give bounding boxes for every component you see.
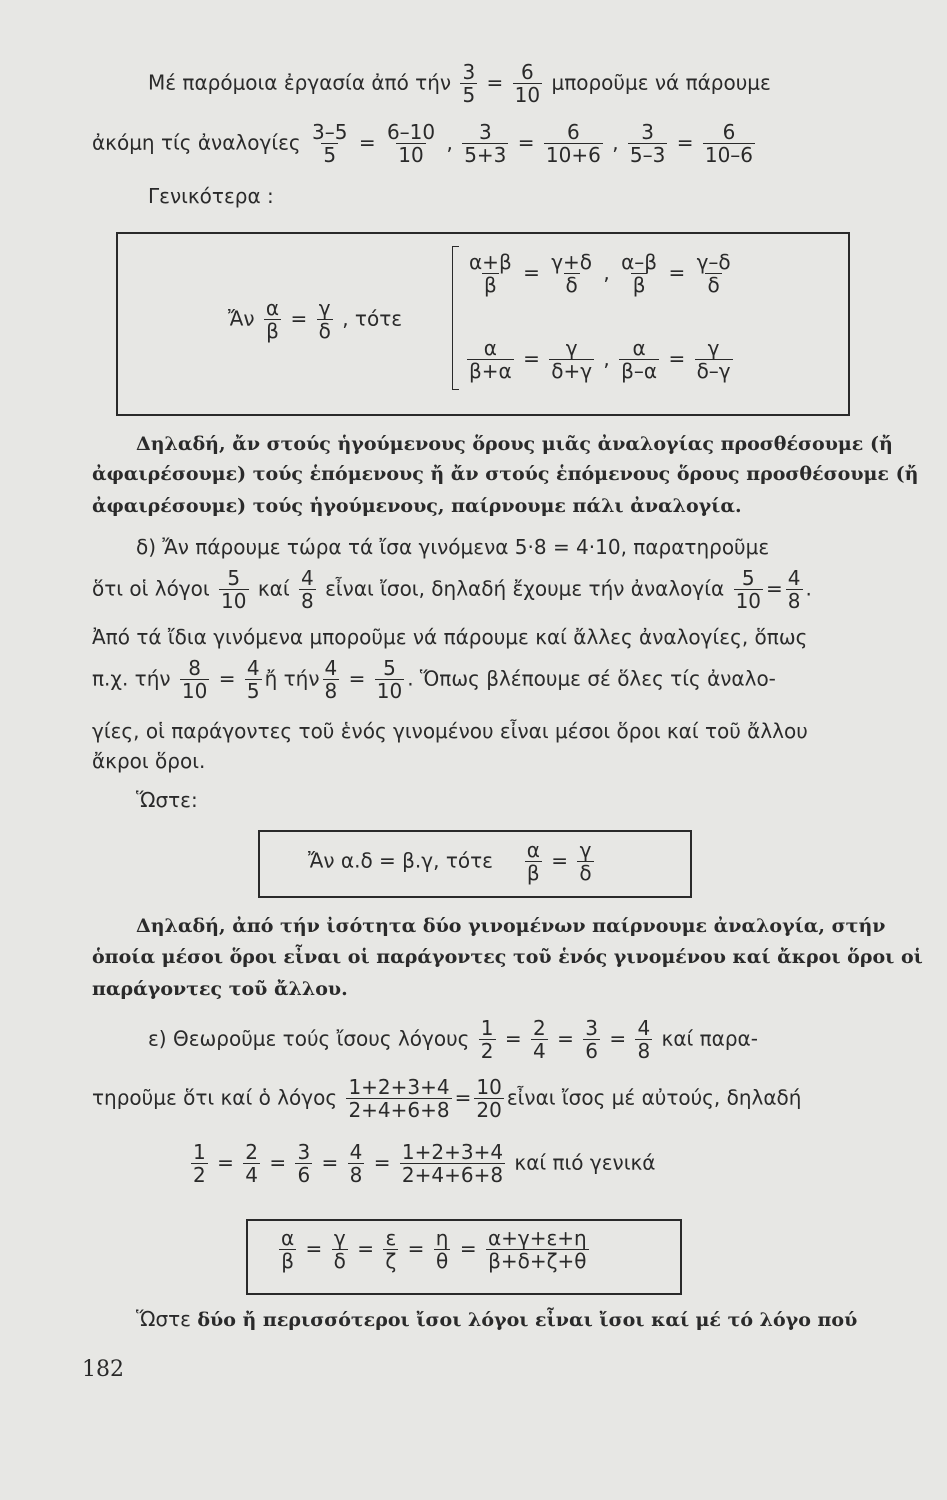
conclusion-1-line-3: ἀφαιρέσουμε) τούς ἡγούμενους, παίρνουμε πάλι ἀναλογία. bbox=[92, 495, 742, 517]
fraction: $\frac{6}{10+6}$ bbox=[545, 120, 601, 168]
section-d-line-5: γίες, οἱ παράγοντες τοῦ ἑνός γινομένου εἶναι μέσοι ὅροι καί τοῦ ἄλλου bbox=[92, 719, 808, 743]
rule-1-row-2: $\frac{\alpha}{\beta+\alpha}$ = $\frac{\gamma}{\delta+\gamma}$ , $\frac{\alpha}{\beta-\alpha}$ = $\frac{\gamma}{\delta-\gamma}$ bbox=[469, 336, 731, 384]
section-e-line-2: τηροῦμε ὅτι καί ὁ λόγος $\frac{1+2+3+4}{2+4+6+8}$ = $\frac{10}{20}$ εἶναι ἴσος μέ αὐτούς, δηλαδή bbox=[92, 1075, 802, 1123]
section-d-line-6: ἄκροι ὅροι. bbox=[92, 749, 206, 773]
fraction-3-5: $\frac{3}{5}$ bbox=[462, 60, 476, 108]
section-d-line-4: π.χ. τήν $\frac{8}{10}$ = $\frac{4}{5}$ ἤ τήν $\frac{4}{8}$ = $\frac{5}{10}$ . Ὅπως βλέπουμε σέ ὅλες τίς ἀναλο- bbox=[92, 656, 776, 704]
intro-line: Μέ παρόμοια ἐργασία ἀπό τήν $\frac{3}{5}$ = $\frac{6}{10}$ μποροῦμε νά πάρουμε bbox=[148, 60, 771, 108]
page-number: 182 bbox=[82, 1357, 124, 1382]
rule-1-row-1: $\frac{\alpha+\beta}{\beta}$ = $\frac{\gamma+\delta}{\delta}$ , $\frac{\alpha-\beta}{\beta}$ = $\frac{\gamma-\delta}{\delta}$ bbox=[469, 250, 731, 298]
conclusion-1-line-1: Δηλαδή, ἄν στούς ἡγούμενους ὅρους μιᾶς ἀναλογίας προσθέσουμε (ἤ bbox=[136, 433, 893, 455]
section-d-line-3: Ἀπό τά ἴδια γινόμενα μποροῦμε νά πάρουμε καί ἄλλες ἀναλογίες, ὅπως bbox=[92, 625, 808, 649]
rule-2: Ἄν α.δ = β.γ, τότε $\frac{\alpha}{\beta}$ = $\frac{\gamma}{\delta}$ bbox=[308, 838, 592, 886]
section-e-line-3: $\frac{1}{2}$ = $\frac{2}{4}$ = $\frac{3}{6}$ = $\frac{4}{8}$ = $\frac{1+2+3+4}{2+4+6+8}$ καί πιό γενικά bbox=[193, 1140, 656, 1188]
fraction-6-10: $\frac{6}{10}$ bbox=[514, 60, 541, 108]
section-d-line-2: ὅτι οἱ λόγοι $\frac{5}{10}$ καί $\frac{4}{8}$ εἶναι ἴσοι, δηλαδή ἔχουμε τήν ἀναλογία $\frac{5}{10}$ = $\frac{4}{8}$ . bbox=[92, 566, 812, 614]
fraction: $\frac{6}{10-6}$ bbox=[704, 120, 754, 168]
therefore-label: Ὥστε: bbox=[136, 788, 198, 812]
section-d-line-1: δ) Ἄν πάρουμε τώρα τά ἴσα γινόμενα 5·8 = 4·10, παρατηροῦμε bbox=[136, 535, 770, 559]
fraction: $\frac{3-5}{5}$ bbox=[312, 120, 348, 168]
proportions-label: ἀκόμη τίς ἀναλογίες bbox=[92, 130, 301, 155]
generally-heading: Γενικότερα : bbox=[148, 184, 274, 208]
rule-1-condition: Ἄν $\frac{\alpha}{\beta}$ = $\frac{\gamma}{\delta}$ , τότε bbox=[228, 296, 403, 344]
final-line: Ὥστε δύο ἤ περισσότεροι ἴσοι λόγοι εἶναι ἴσοι καί μέ τό λόγο πού bbox=[136, 1307, 858, 1331]
rule-3: $\frac{\alpha}{\beta}$ = $\frac{\gamma}{\delta}$ = $\frac{\varepsilon}{\zeta}$ = $\frac{\eta}{\theta}$ = $\frac{\alpha+\gamma+\varepsilon+\eta}{\beta+\delta+\zeta+\theta}$ bbox=[281, 1226, 587, 1274]
proportions-line: ἀκόμη τίς ἀναλογίες $\frac{3-5}{5}$ = $\frac{6-10}{10}$ , $\frac{3}{5+3}$ = $\frac{6}{10+6}$ , $\frac{3}{5-3}$ = $\frac{6}{10-6}$ bbox=[92, 120, 754, 168]
conclusion-1-line-2: ἀφαιρέσουμε) τούς ἑπόμενους ἤ ἄν στούς ἑπόμενους ὅρους προσθέσουμε (ἤ bbox=[92, 463, 919, 485]
conclusion-2-line-3: παράγοντες τοῦ ἄλλου. bbox=[92, 978, 348, 1000]
conclusion-2-line-1: Δηλαδή, ἀπό τήν ἰσότητα δύο γινομένων παίρνουμε ἀναλογία, στήν bbox=[136, 915, 886, 937]
fraction: $\frac{3}{5-3}$ bbox=[629, 120, 666, 168]
fraction: $\frac{6-10}{10}$ bbox=[386, 120, 436, 168]
fraction: $\frac{3}{5+3}$ bbox=[464, 120, 507, 168]
section-e-line-1: ε) Θεωροῦμε τούς ἴσους λόγους $\frac{1}{2}$ = $\frac{2}{4}$ = $\frac{3}{6}$ = $\frac{4}{8}$ καί παρα- bbox=[148, 1016, 758, 1064]
curly-brace bbox=[452, 246, 459, 390]
intro-text-end: μποροῦμε νά πάρουμε bbox=[551, 70, 771, 95]
intro-text: Μέ παρόμοια ἐργασία ἀπό τήν bbox=[148, 70, 452, 95]
conclusion-2-line-2: ὁποία μέσοι ὅροι εἶναι οἱ παράγοντες τοῦ ἑνός γινομένου καί ἄκροι ὅροι οἱ bbox=[92, 946, 923, 968]
